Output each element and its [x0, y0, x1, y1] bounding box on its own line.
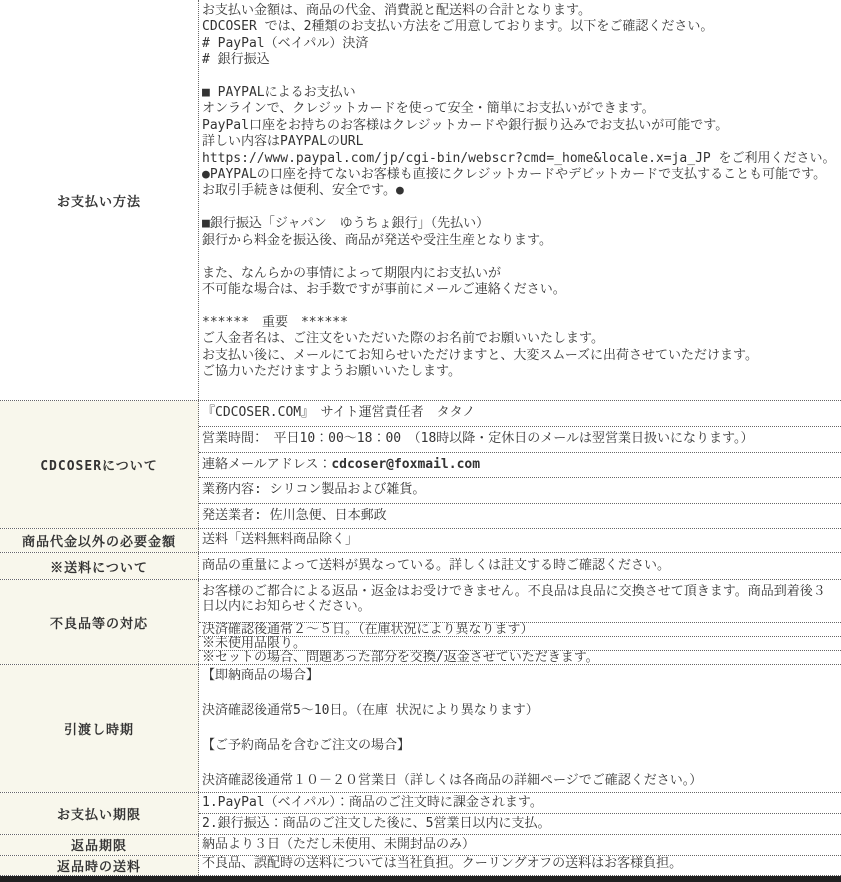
bold-text: cdcoser@foxmail.com — [331, 456, 481, 472]
cell-group — [199, 0, 841, 400]
table-cell — [199, 477, 841, 503]
text-line: ■ PAYPALによるお支払い — [202, 85, 356, 101]
text-line — [202, 69, 838, 85]
text-line: また、なんらかの事情によって期限内にお支払いが — [202, 265, 502, 281]
table-cell — [199, 856, 841, 875]
row-header — [0, 793, 199, 834]
text-line: # PayPal（ベイパル）決済 — [202, 35, 369, 51]
text-line: 不可能な場合は、お手数ですが事前にメールご連絡ください。 — [202, 281, 566, 297]
text-line: ※未使用品限り。 — [202, 636, 307, 651]
table-row — [0, 0, 841, 400]
text-line: 詳しい内容はPAYPALのURL — [202, 134, 364, 150]
footer-bar — [0, 876, 841, 882]
table-row — [0, 400, 841, 528]
text-line: オンラインで、クレジットカードを使って安全・簡単にお支払いができます。 — [202, 101, 655, 117]
text-segment: 連絡メールアドレス： — [202, 456, 332, 472]
row-header — [0, 580, 199, 664]
text-line: 銀行から料金を振込後、商品が発送や受注生産となります。 — [202, 232, 552, 248]
table-cell — [199, 553, 841, 579]
text-line — [202, 755, 838, 773]
contact-email-line — [202, 457, 838, 473]
row-header-label: 返品期限 — [70, 839, 127, 854]
table-row — [0, 664, 841, 792]
table-row — [0, 834, 841, 855]
text-line: お支払い金額は、商品の代金、消費説と配送料の合計となります。 — [202, 3, 591, 18]
row-header-label: お支払い方法 — [56, 194, 141, 210]
table-cell — [199, 636, 841, 650]
text-line — [202, 720, 838, 738]
table-cell — [199, 650, 841, 664]
text-line: 『CDCOSER.COM』 サイト運営責任者 タタノ — [202, 405, 476, 420]
row-header-label: 不良品等の対応 — [49, 616, 148, 632]
text-line: 決済確認後通常１０－２０営業日（詳しくは各商品の詳細ページでご確認ください。） — [202, 773, 703, 788]
text-line: 営業時間： 平日10：00～18：00 （18時以降・定休日のメールは翌営業日扱いになります。） — [202, 431, 754, 446]
text-line — [202, 249, 838, 265]
table-cell — [199, 813, 841, 834]
text-line: 業務内容: シリコン製品および雑貨。 — [202, 482, 426, 497]
text-line: ●PAYPALの口座を持てないお客様も直接にクレジットカードやデビットカードで支払することも可能です。 — [202, 167, 827, 183]
text-line: 送料「送料無料商品除く」 — [202, 532, 359, 547]
text-line: # 銀行振込 — [202, 52, 270, 68]
table-cell — [199, 622, 841, 636]
text-line: 決済確認後通常5～10日。（在庫 状況により異なります） — [202, 703, 539, 718]
text-line: 【ご予約商品を含むご注文の場合】 — [202, 738, 411, 753]
text-line: ■銀行振込「ジャパン ゆうちょ銀行」（先払い） — [202, 216, 490, 232]
text-line: 【即納商品の場合】 — [202, 668, 320, 683]
table-cell — [199, 835, 841, 855]
table-cell — [199, 0, 841, 400]
cell-group — [199, 529, 841, 552]
table-cell — [199, 529, 841, 552]
row-header — [0, 835, 199, 855]
text-line: 決済確認後通常２～５日。（在庫状況により異なります） — [202, 622, 534, 637]
table-cell — [199, 580, 841, 622]
cell-group — [199, 553, 841, 579]
table-cell — [199, 665, 841, 792]
row-header — [0, 529, 199, 552]
paypal-url-text — [202, 151, 838, 167]
text-line — [202, 685, 838, 703]
row-header — [0, 856, 199, 875]
row-header — [0, 401, 199, 528]
text-line: ご入金者名は、ご注文をいただいた際のお名前でお願いいたします。 — [202, 331, 604, 347]
text-line: ****** 重要 ****** — [202, 314, 348, 330]
cell-group — [199, 401, 841, 528]
text-line: CDCOSER では、2種類のお支払い方法をご用意しております。以下をご確認ください。 — [202, 19, 714, 35]
text-line — [202, 298, 838, 314]
text-line: 2.銀行振込：商品のご注文した後に、5営業日以内に支払。 — [202, 815, 551, 831]
text-line: PayPal口座をお持ちのお客様はクレジットカードや銀行振り込みでお支払いが可能です。 — [202, 117, 729, 133]
table-cell — [199, 452, 841, 478]
table-row — [0, 855, 841, 875]
text-line: ご協力いただけますようお願いいたします。 — [202, 363, 461, 379]
text-line: 不良品、誤配時の送料については当社負担。クーリングオフの送料はお客様負担。 — [202, 855, 683, 871]
table-cell — [199, 503, 841, 529]
row-header-label: CDCOSERについて — [40, 459, 158, 474]
table-row — [0, 552, 841, 579]
row-header-label: ※送料について — [50, 560, 148, 576]
row-header-label: 商品代金以外の必要金額 — [21, 535, 176, 550]
text-line: お取引手続きは便利、安全です。● — [202, 183, 404, 199]
row-header — [0, 665, 199, 792]
table-cell — [199, 401, 841, 426]
table-cell — [199, 426, 841, 452]
cell-group — [199, 856, 841, 875]
row-header-label: 返品時の送料 — [56, 859, 141, 875]
row-header — [0, 0, 199, 400]
row-header-label: 引渡し時期 — [63, 722, 134, 738]
cell-group — [199, 580, 841, 664]
table-cell — [199, 793, 841, 813]
row-header-label: お支払い期限 — [56, 807, 141, 823]
cell-group — [199, 835, 841, 855]
table-row — [0, 579, 841, 664]
row-header — [0, 553, 199, 579]
text-line: 発送業者: 佐川急便、日本郵政 — [202, 507, 387, 523]
text-line: ※セットの場合、問題あった部分を交換/返金させていただきます。 — [202, 650, 599, 665]
table-row — [0, 792, 841, 834]
text-segment: https://www.paypal.com/jp/cgi-bin/webscr?cmd=_home&locale.x=ja_JP をご利用ください。 — [202, 150, 836, 166]
text-line: 商品の重量によって送料が異なっている。詳しくは註文する時ご確認ください。 — [202, 558, 671, 573]
cell-group — [199, 665, 841, 792]
text-line: 1.PayPal（ベイパル）：商品のご注文時に課金されます。 — [202, 794, 543, 810]
text-line: 納品より３日（ただし未使用、未開封品のみ） — [202, 836, 476, 852]
text-line: お支払い後に、メールにてお知らせいただけますと、大変スムーズに出荷させていただけます。 — [202, 347, 759, 363]
cell-group — [199, 793, 841, 834]
text-line — [202, 200, 838, 216]
table-row — [0, 528, 841, 552]
text-line: お客様のご都合による返品・返金はお受けできません。不良品は良品に交換させて頂きます。商品到着後３日以内にお知らせください。 — [202, 584, 826, 614]
